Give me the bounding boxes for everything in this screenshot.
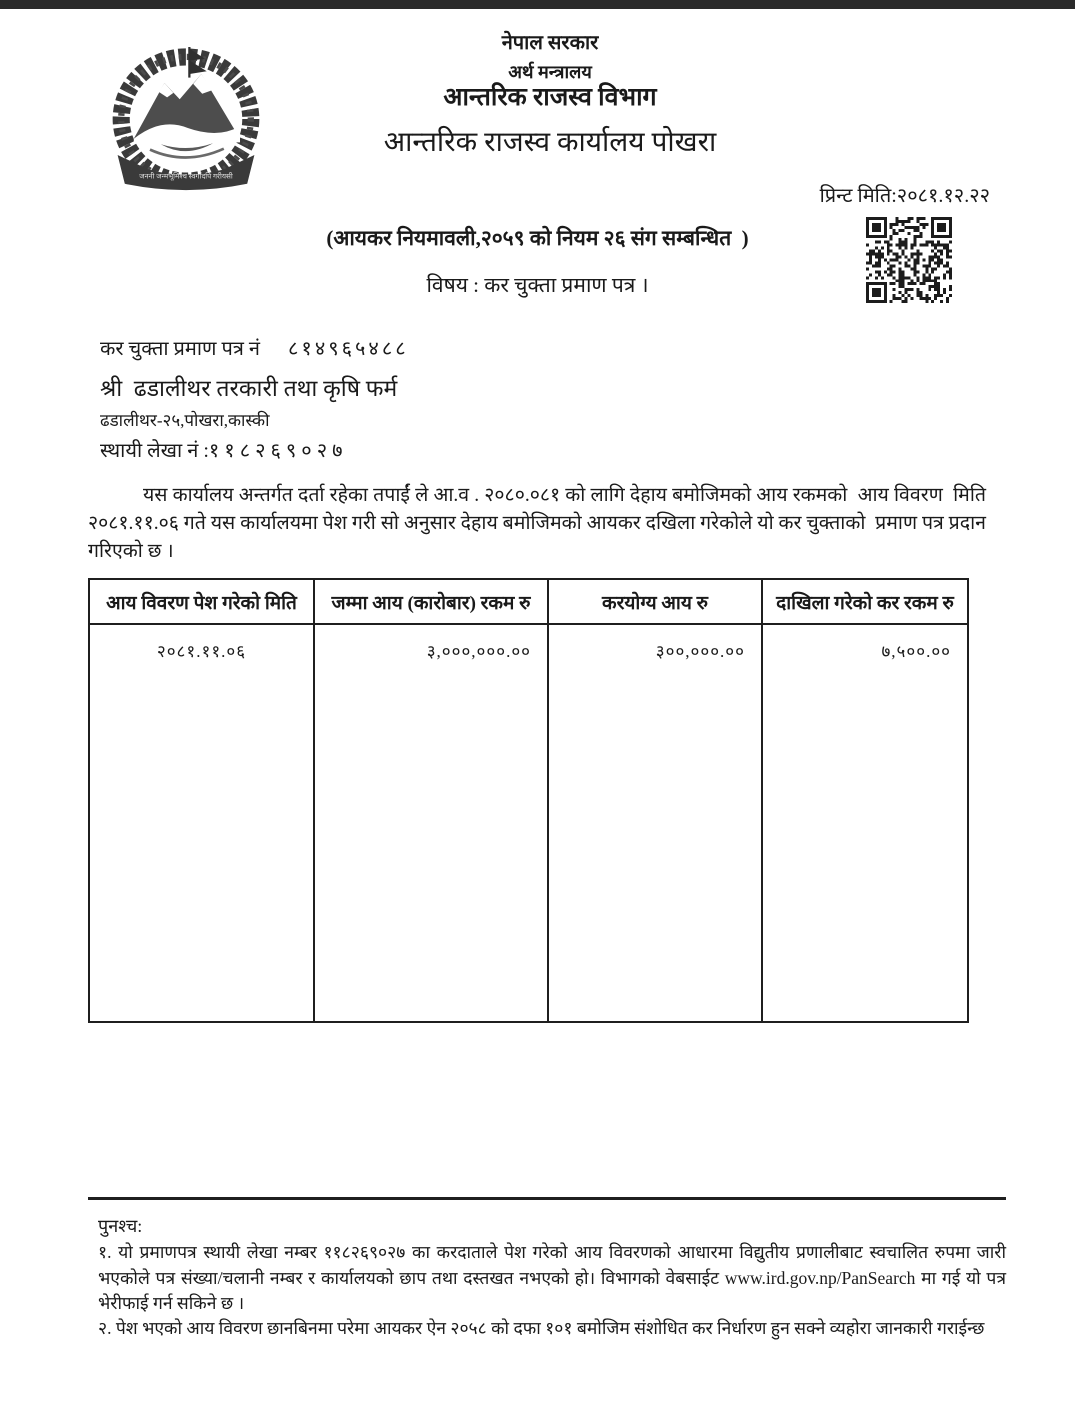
footer-divider	[88, 1197, 1006, 1200]
emblem-svg	[95, 38, 277, 200]
ministry-title: अर्थ मन्त्रालय	[508, 62, 592, 82]
certificate-body-paragraph: यस कार्यालय अन्तर्गत दर्ता रहेका तपाईं ले आ.व . २०८०.०८१ को लागि देहाय बमोजिमको आय रकमको आय विवरण मिति २०८१.११.०६ गते यस कार्यालयमा पेश गरी सो अनुसार देहाय बमोजिमको आयकर दखिला गरेकोले यो कर चुक्ताको प्रमाण पत्र प्रदान गरिएको छ ।	[88, 485, 991, 562]
header-tax-deposited: दाखिला गरेको कर रकम रु	[762, 579, 968, 624]
flag-pole	[188, 47, 190, 78]
footer-note-2: २. पेश भएको आय विवरण छानबिनमा परेमा आयकर ऐन २०५८ को दफा १०१ बमोजिम संशोधित कर निर्धारण हुन सक्ने व्यहोरा जानकारी गराईन्छ	[98, 1318, 985, 1338]
certificate-number-value: ८१४९६५४८८	[288, 338, 409, 360]
print-date: प्रिन्ट मिति:२०८१.१२.२२	[819, 185, 990, 207]
table-data-row	[89, 624, 968, 1022]
cell-total-income: ३,०००,०००.००	[314, 624, 548, 1022]
subject-line: विषय : कर चुक्ता प्रमाण पत्र ।	[426, 273, 649, 297]
pan-value: ११८२६९०२७	[208, 440, 348, 462]
letterhead	[260, 32, 840, 159]
office-title: आन्तरिक राजस्व कार्यालय पोखरा	[383, 127, 717, 159]
postscript-label: पुनश्च:	[98, 1216, 143, 1236]
certificate-number-line	[100, 334, 409, 361]
cell-taxable-income: ३००,०००.००	[548, 624, 762, 1022]
footer-note-1: १. यो प्रमाणपत्र स्थायी लेखा नम्बर ११८२६९०२७ का करदाताले पेश गरेको आय विवरणको आधारमा विद्युतीय प्रणालीबाट स्वचालित रुपमा जारी भएकोले पत्र संख्या/चलानी नम्बर र कार्यालयको छाप तथा दस्तखत नभएको हो। विभागको वेबसाईट www.ird.gov.np/PanSearch मा गई यो पत्र भेरीफाई गर्न सकिने छ ।	[98, 1242, 1006, 1313]
header-taxable-income: करयोग्य आय रु	[548, 579, 762, 624]
pan-label: स्थायी लेखा नं :	[100, 440, 209, 462]
header-total-income: जम्मा आय (कारोबार) रकम रु	[314, 579, 548, 624]
government-title: नेपाल सरकार	[501, 32, 599, 54]
rule-reference: (आयकर नियमावली,२०५९ को नियम २६ संग सम्बन्धित )	[326, 226, 749, 250]
header-submission-date: आय विवरण पेश गरेको मिति	[89, 579, 314, 624]
cell-tax-deposited: ७,५००.००	[762, 624, 968, 1022]
table-header-row	[89, 579, 968, 624]
taxpayer-address: ढडालीथर-२५,पोखरा,कास्की	[100, 411, 270, 430]
cell-submission-date: २०८१.११.०६	[89, 624, 314, 1022]
scan-top-edge	[0, 0, 1075, 9]
nepal-government-emblem-icon	[95, 38, 277, 200]
emblem-motto-text: जननी जन्मभूमिश्च स्वर्गादपि गरीयसी	[139, 172, 233, 181]
qr-code-svg	[864, 217, 954, 303]
pan-line	[100, 436, 348, 463]
certificate-number-label: कर चुक्ता प्रमाण पत्र नं	[100, 338, 261, 360]
taxpayer-name: श्री ढडालीथर तरकारी तथा कृषि फर्म	[100, 376, 398, 401]
department-title: आन्तरिक राजस्व विभाग	[443, 83, 657, 111]
income-details-table	[88, 578, 969, 1023]
qr-code	[864, 217, 954, 303]
